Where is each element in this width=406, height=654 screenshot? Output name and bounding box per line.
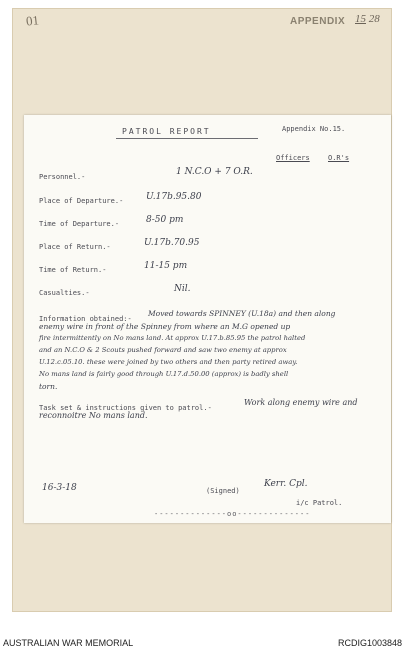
departure-place-value: U.17b.95.80: [146, 192, 202, 202]
departure-time-value: 8-50 pm: [146, 215, 184, 225]
departure-time-label: Time of Departure.-: [39, 220, 120, 228]
information-line: enemy wire in front of the Spinney from where an M.G opened up: [39, 322, 291, 331]
task-label: Task set & instructions given to patrol.-: [39, 404, 212, 412]
information-label: Information obtained:-: [39, 315, 132, 323]
personnel-label: Personnel.-: [39, 173, 86, 181]
information-line: No mans land is fairly good through U.17.d.50.00 (approx) is badly shell: [39, 370, 289, 378]
task-line: reconnoitre No mans land.: [39, 411, 148, 420]
closing-rule: --------------oo--------------: [154, 510, 311, 518]
information-line: Moved towards SPINNEY (U.18a) and then along: [148, 309, 336, 318]
archive-folio-number: 01: [25, 12, 40, 29]
page-ref-b: 28: [368, 13, 380, 25]
page-ref-a: 15: [355, 13, 366, 25]
ors-column-heading: O.R's: [328, 154, 350, 162]
information-line: U.12.c.05.10. these were joined by two others and then party retired away.: [39, 358, 298, 366]
patrol-report-sheet: [24, 115, 391, 523]
departure-place-label: Place of Departure.-: [39, 197, 124, 205]
title-underline: [116, 138, 258, 139]
return-time-value: 11-15 pm: [144, 261, 188, 271]
report-date: 16-3-18: [42, 483, 77, 493]
officers-column-heading: Officers: [276, 154, 310, 162]
signer-role: i/c Patrol.: [296, 499, 343, 507]
information-line: torn.: [39, 382, 58, 391]
signed-label: (Signed): [206, 487, 240, 495]
footer-record-id: RCDIG1003848: [337, 638, 402, 648]
casualties-value: Nil.: [174, 284, 191, 294]
page-reference: [355, 13, 380, 25]
appendix-number: Appendix No.15.: [282, 125, 346, 133]
task-line: Work along enemy wire and: [244, 398, 358, 407]
information-line: and an N.C.O & 2 Scouts pushed forward and saw two enemy at approx: [39, 346, 287, 354]
information-line: fire intermittently on No mans land. At approx U.17.b.85.95 the patrol halted: [39, 334, 306, 342]
return-place-label: Place of Return.-: [39, 243, 111, 251]
return-place-value: U.17b.70.95: [144, 238, 200, 248]
appendix-stamp: APPENDIX: [290, 16, 346, 27]
report-title: PATROL REPORT: [122, 127, 211, 136]
signature: Kerr. Cpl.: [264, 479, 308, 489]
return-time-label: Time of Return.-: [39, 266, 107, 274]
footer-institution: AUSTRALIAN WAR MEMORIAL: [3, 638, 134, 648]
personnel-value: 1 N.C.O + 7 O.R.: [176, 167, 253, 177]
casualties-label: Casualties.-: [39, 289, 90, 297]
